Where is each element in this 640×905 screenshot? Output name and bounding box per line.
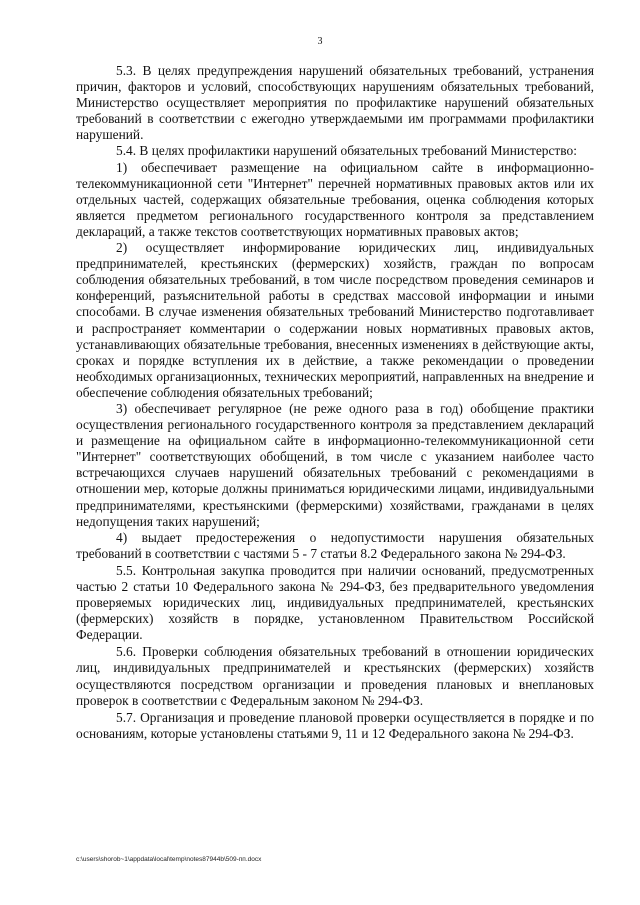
footer-file-path: c:\users\shorob~1\appdata\local\temp\notes87944b\509-пп.docx (76, 856, 262, 863)
paragraph-5-6: 5.6. Проверки соблюдения обязательных требований в отношении юридических лиц, индивидуальных предпринимателей и крестьянских (фермерских) хозяйств осуществляются посредством организации и проведения плановых и внеплановых проверок в соответствии с Федеральным законом № 294-ФЗ. (76, 644, 594, 708)
paragraph-5-3: 5.3. В целях предупреждения нарушений обязательных требований, устранения причин, факторов и условий, способствующих нарушениям обязательных требований, Министерство осуществляет мероприятия по профилактике нарушений обязательных требований в соответствии с ежегодно утверждаемыми им программами профилактики нарушений. (76, 63, 594, 143)
paragraph-5-4: 5.4. В целях профилактики нарушений обязательных требований Министерство: (116, 143, 577, 159)
document-body (76, 63, 594, 742)
paragraph-5-7: 5.7. Организация и проведение плановой проверки осуществляется в порядке и по основаниям, которые установлены статьями 9, 11 и 12 Федерального закона № 294-ФЗ. (76, 709, 594, 741)
page-number: 3 (317, 36, 323, 47)
paragraph-5-4-item-2: 2) осуществляет информирование юридических лиц, индивидуальных предпринимателей, крестьянских (фермерских) хозяйств, граждан по вопросам соблюдения обязательных требований, в том числе посредством проведения семинаров и конференций, разъяснительной работы в средствах массовой информации и иными способами. В случае изменения обязательных требований Министерство подготавливает и распространяет комментарии о содержании новых нормативных правовых актов, устанавливающих обязательные требования, внесенных изменениях в действующие акты, сроках и порядке вступления их в действие, а также рекомендации о проведении необходимых организационных, технических мероприятий, направленных на внедрение и обеспечение соблюдения обязательных требований; (76, 240, 594, 400)
paragraph-5-4-item-3: 3) обеспечивает регулярное (не реже одного раза в год) обобщение практики осуществления регионального государственного контроля за представлением деклараций и размещение на официальном сайте в информационно-телекоммуникационной сети "Интернет" соответствующих обобщений, в том числе с указанием наиболее часто встречающихся случаев нарушений обязательных требований с рекомендациями в отношении мер, которые должны приниматься юридическими лицами, индивидуальными предпринимателями, крестьянскими (фермерскими) хозяйствами, гражданами в целях недопущения таких нарушений; (76, 400, 594, 529)
paragraph-5-4-item-1: 1) обеспечивает размещение на официальном сайте в информационно-телекоммуникационной сети "Интернет" перечней нормативных правовых актов или их отдельных частей, содержащих обязательные требования, оценка соблюдения которых является предметом регионального государственного контроля за представлением деклараций, а также текстов соответствующих нормативных правовых актов; (76, 159, 594, 239)
paragraph-5-4-item-4: 4) выдает предостережения о недопустимости нарушения обязательных требований в соответствии с частями 5 - 7 статьи 8.2 Федерального закона № 294-ФЗ. (76, 529, 594, 561)
paragraph-5-5: 5.5. Контрольная закупка проводится при наличии оснований, предусмотренных частью 2 статьи 10 Федерального закона № 294-ФЗ, без предварительного уведомления проверяемых юридических лиц, индивидуальных предпринимателей, крестьянских (фермерских) хозяйств в порядке, установленном Правительством Российской Федерации. (76, 562, 594, 643)
